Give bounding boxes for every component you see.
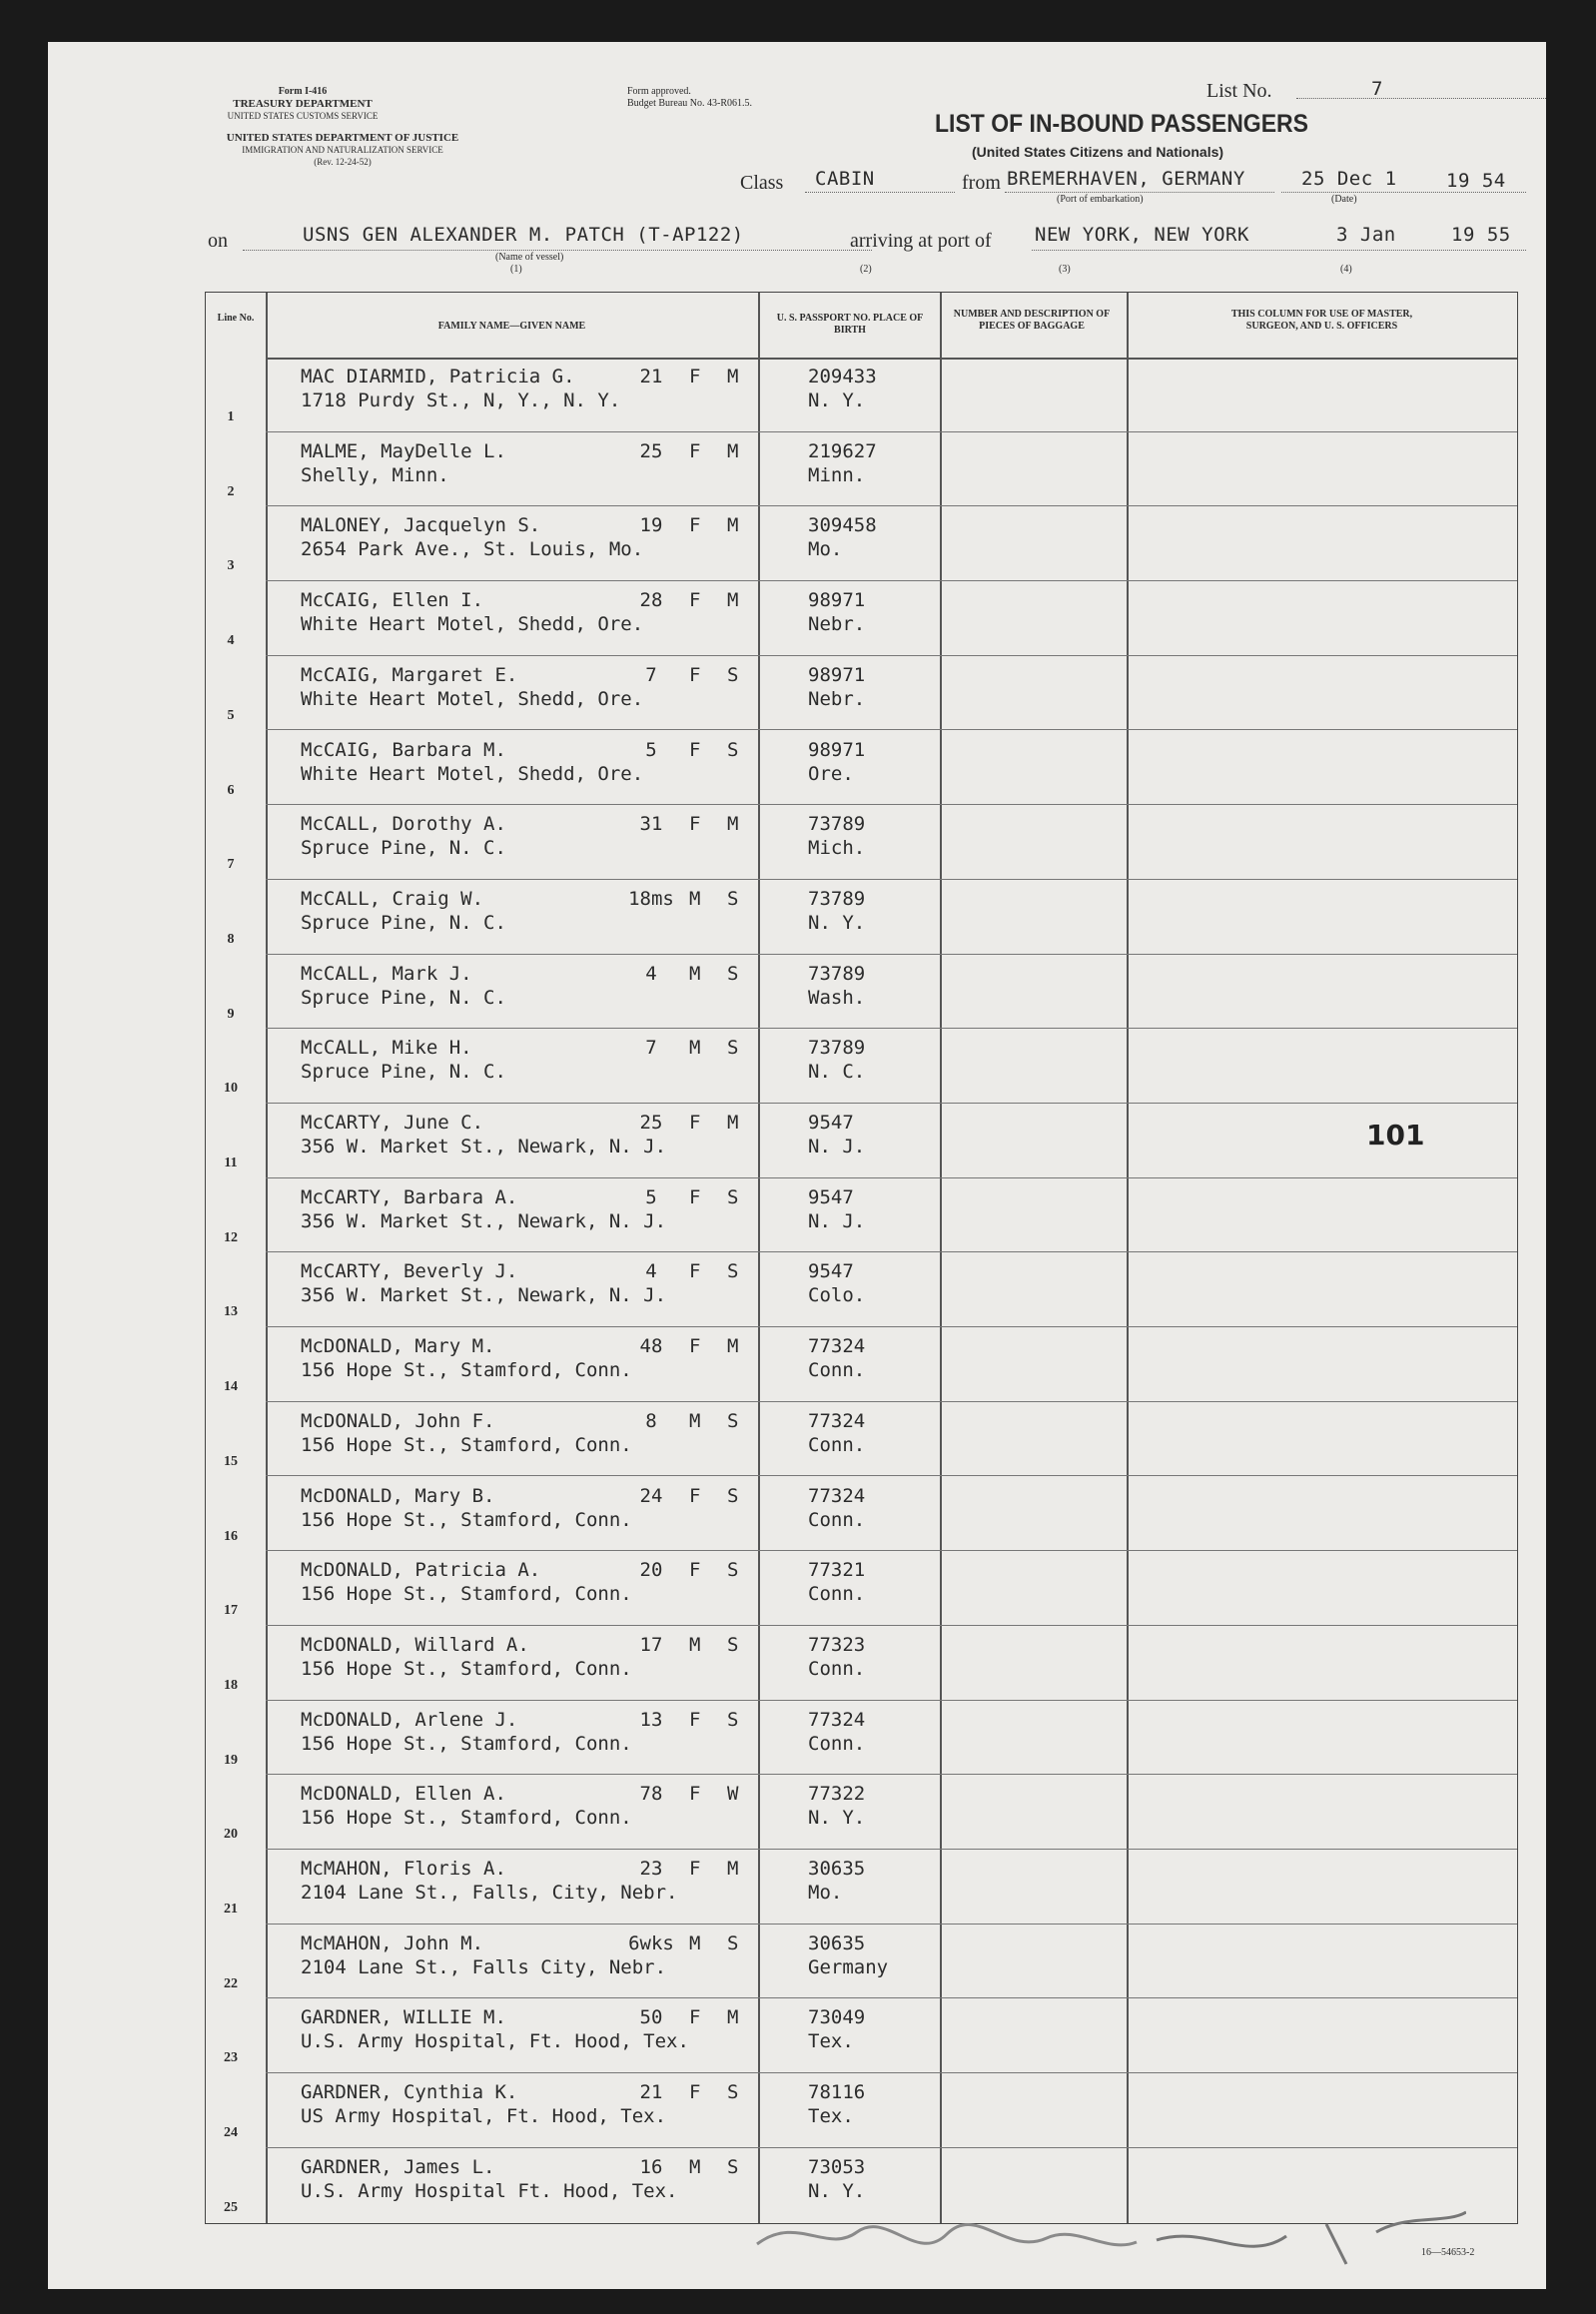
passenger-name: MALME, MayDelle L. bbox=[301, 439, 506, 462]
passenger-name: McCAIG, Ellen I. bbox=[301, 589, 484, 612]
line-number: 6 bbox=[227, 782, 235, 798]
passenger-name: McMAHON, John M. bbox=[301, 1931, 484, 1954]
arrival-date: 3 Jan bbox=[1336, 224, 1396, 246]
table-row bbox=[206, 1998, 1516, 2072]
marital-status: M bbox=[727, 1112, 739, 1134]
passport-number: 77324 bbox=[808, 1409, 866, 1432]
passenger-sex: F bbox=[689, 1858, 701, 1880]
passport-number: 77324 bbox=[808, 1708, 866, 1731]
place-of-birth: N. Y. bbox=[808, 1807, 866, 1830]
place-of-birth: Conn. bbox=[808, 1732, 866, 1755]
passenger-address: 1718 Purdy St., N, Y., N. Y. bbox=[301, 389, 621, 411]
place-of-birth: Mo. bbox=[808, 1882, 843, 1904]
passenger-age: 48 bbox=[639, 1335, 663, 1358]
place-of-birth: Tex. bbox=[808, 2030, 854, 2053]
passenger-name: McCAIG, Barbara M. bbox=[301, 738, 506, 761]
passenger-sex: F bbox=[689, 1260, 701, 1283]
list-no-value: 7 bbox=[1371, 78, 1383, 100]
table-row bbox=[206, 731, 1516, 805]
passenger-age: 25 bbox=[639, 439, 663, 462]
passenger-address: Spruce Pine, N. C. bbox=[301, 837, 506, 860]
marital-status: S bbox=[727, 1260, 739, 1283]
place-of-birth: N. Y. bbox=[808, 389, 866, 411]
passport-number: 73053 bbox=[808, 2155, 866, 2178]
passenger-name: McDONALD, Mary B. bbox=[301, 1484, 495, 1507]
date-caption: (Date) bbox=[1331, 194, 1357, 205]
passenger-name: McDONALD, Mary M. bbox=[301, 1335, 495, 1358]
ins-label: IMMIGRATION AND NATURALIZATION SERVICE bbox=[242, 145, 443, 155]
line-number: 16 bbox=[224, 1528, 238, 1544]
passenger-age: 21 bbox=[639, 2081, 663, 2104]
passenger-address: White Heart Motel, Shedd, Ore. bbox=[301, 613, 644, 636]
passenger-sex: F bbox=[689, 1708, 701, 1731]
signature-scribble bbox=[687, 2194, 1466, 2284]
passenger-sex: F bbox=[689, 366, 701, 387]
place-of-birth: Nebr. bbox=[808, 687, 866, 710]
justice-label: UNITED STATES DEPARTMENT OF JUSTICE bbox=[226, 132, 459, 144]
passenger-name: McDONALD, John F. bbox=[301, 1409, 495, 1432]
passenger-address: US Army Hospital, Ft. Hood, Tex. bbox=[301, 2105, 667, 2128]
rev-label: (Rev. 12-24-52) bbox=[314, 157, 372, 167]
table-row bbox=[206, 1402, 1516, 1476]
passport-number: 98971 bbox=[808, 738, 866, 761]
table-row bbox=[206, 1252, 1516, 1326]
line-number: 3 bbox=[227, 558, 235, 574]
passport-number: 30635 bbox=[808, 1858, 866, 1880]
passenger-address: White Heart Motel, Shedd, Ore. bbox=[301, 762, 644, 785]
passenger-age: 78 bbox=[639, 1783, 663, 1806]
passport-number: 77324 bbox=[808, 1484, 866, 1507]
marital-status: S bbox=[727, 1185, 739, 1208]
passenger-sex: M bbox=[689, 2155, 701, 2178]
agency-block bbox=[188, 86, 417, 122]
line-number: 10 bbox=[224, 1081, 238, 1097]
line-number: 2 bbox=[227, 483, 235, 499]
passport-number: 73789 bbox=[808, 1037, 866, 1060]
marital-status: M bbox=[727, 2006, 739, 2029]
passenger-sex: F bbox=[689, 1112, 701, 1134]
passenger-age: 16 bbox=[639, 2155, 663, 2178]
table-row bbox=[206, 1104, 1516, 1177]
from-value: BREMERHAVEN, GERMANY bbox=[1007, 168, 1245, 190]
place-of-birth: Minn. bbox=[808, 463, 866, 486]
approved-label: Form approved. bbox=[627, 86, 691, 97]
baggage-header: NUMBER AND DESCRIPTION OF PIECES OF BAGGAGE bbox=[953, 309, 1111, 332]
passenger-name: McCAIG, Margaret E. bbox=[301, 663, 518, 686]
arrival-line bbox=[1032, 250, 1526, 251]
passenger-sex: F bbox=[689, 439, 701, 462]
passenger-name: McCALL, Craig W. bbox=[301, 887, 484, 910]
form-number: Form I-416 bbox=[278, 86, 328, 97]
class-line bbox=[805, 192, 955, 193]
officers-header: THIS COLUMN FOR USE OF MASTER, SURGEON, AND U. S. OFFICERS bbox=[1230, 309, 1413, 332]
passenger-sex: M bbox=[689, 1409, 701, 1432]
passenger-sex: F bbox=[689, 663, 701, 686]
marital-status: S bbox=[727, 2081, 739, 2104]
passenger-address: White Heart Motel, Shedd, Ore. bbox=[301, 687, 644, 710]
line-number: 22 bbox=[224, 1975, 238, 1991]
line-number: 8 bbox=[227, 931, 235, 947]
line-no-header: Line No. bbox=[217, 313, 255, 324]
marital-status: S bbox=[727, 1633, 739, 1656]
passenger-name: McDONALD, Willard A. bbox=[301, 1633, 529, 1656]
place-of-birth: N. J. bbox=[808, 1209, 866, 1232]
passenger-name: McDONALD, Patricia A. bbox=[301, 1559, 541, 1582]
table-row bbox=[206, 1925, 1516, 1998]
line-number: 17 bbox=[224, 1603, 238, 1619]
line-number: 21 bbox=[224, 1902, 238, 1917]
line-number: 14 bbox=[224, 1379, 238, 1395]
list-no-line bbox=[1296, 98, 1546, 99]
approval-block bbox=[627, 86, 752, 110]
passenger-address: 156 Hope St., Stamford, Conn. bbox=[301, 1807, 632, 1830]
arrival-year: 19 55 bbox=[1451, 224, 1511, 246]
treasury-label: TREASURY DEPARTMENT bbox=[233, 98, 373, 110]
passenger-name: McDONALD, Ellen A. bbox=[301, 1783, 506, 1806]
passenger-name: McCALL, Dorothy A. bbox=[301, 813, 506, 836]
place-of-birth: Conn. bbox=[808, 1508, 866, 1531]
marital-status: S bbox=[727, 1559, 739, 1582]
passport-number: 73789 bbox=[808, 962, 866, 985]
place-of-birth: Conn. bbox=[808, 1359, 866, 1382]
passenger-sex: F bbox=[689, 589, 701, 612]
passenger-address: Spruce Pine, N. C. bbox=[301, 1061, 506, 1084]
marital-status: S bbox=[727, 663, 739, 686]
name-header: FAMILY NAME—GIVEN NAME bbox=[437, 321, 586, 332]
marital-status: M bbox=[727, 589, 739, 612]
passenger-address: 156 Hope St., Stamford, Conn. bbox=[301, 1657, 632, 1680]
passenger-address: Shelly, Minn. bbox=[301, 463, 449, 486]
passenger-age: 23 bbox=[639, 1858, 663, 1880]
passport-number: 9547 bbox=[808, 1260, 854, 1283]
table-row bbox=[206, 1626, 1516, 1700]
passenger-name: McCALL, Mark J. bbox=[301, 962, 472, 985]
passenger-age: 6wks bbox=[628, 1931, 674, 1954]
place-of-birth: Germany bbox=[808, 1955, 889, 1978]
table-row bbox=[206, 656, 1516, 730]
marital-status: M bbox=[727, 366, 739, 387]
vessel-line bbox=[243, 250, 872, 251]
marital-status: S bbox=[727, 1484, 739, 1507]
place-of-birth: Conn. bbox=[808, 1657, 866, 1680]
date-value: 25 Dec 1 bbox=[1301, 168, 1397, 190]
passport-number: 73789 bbox=[808, 887, 866, 910]
passenger-address: 356 W. Market St., Newark, N. J. bbox=[301, 1209, 667, 1232]
place-of-birth: N. J. bbox=[808, 1136, 866, 1157]
place-of-birth: N. Y. bbox=[808, 911, 866, 934]
passenger-age: 25 bbox=[639, 1112, 663, 1134]
passport-number: 78116 bbox=[808, 2081, 866, 2104]
line-number: 19 bbox=[224, 1752, 238, 1768]
table-row bbox=[206, 506, 1516, 580]
marital-status: M bbox=[727, 514, 739, 537]
passenger-sex: M bbox=[689, 1633, 701, 1656]
passport-number: 30635 bbox=[808, 1931, 866, 1954]
table-row bbox=[206, 358, 1516, 431]
passport-number: 219627 bbox=[808, 439, 877, 462]
passport-number: 9547 bbox=[808, 1185, 854, 1208]
date-year: 19 54 bbox=[1446, 170, 1506, 192]
on-label: on bbox=[208, 230, 228, 252]
line-number: 1 bbox=[227, 409, 235, 424]
line-number: 12 bbox=[224, 1229, 238, 1245]
passenger-name: GARDNER, James L. bbox=[301, 2155, 495, 2178]
passport-header: U. S. PASSPORT NO. PLACE OF BIRTH bbox=[776, 313, 924, 336]
passenger-address: 156 Hope St., Stamford, Conn. bbox=[301, 1433, 632, 1456]
passenger-age: 5 bbox=[645, 738, 657, 761]
passport-number: 77323 bbox=[808, 1633, 866, 1656]
budget-label: Budget Bureau No. 43-R061.5. bbox=[627, 98, 752, 109]
line-number: 11 bbox=[224, 1156, 238, 1170]
form-subtitle: (United States Citizens and Nationals) bbox=[972, 144, 1224, 160]
line-number: 24 bbox=[224, 2125, 238, 2141]
place-of-birth: Ore. bbox=[808, 762, 854, 785]
manifest-page bbox=[48, 42, 1546, 2289]
table-row bbox=[206, 1327, 1516, 1401]
passport-number: 98971 bbox=[808, 589, 866, 612]
passport-number: 77324 bbox=[808, 1335, 866, 1358]
table-row bbox=[206, 1477, 1516, 1551]
table-row bbox=[206, 1701, 1516, 1775]
passenger-name: MALONEY, Jacquelyn S. bbox=[301, 514, 541, 537]
passenger-name: McCARTY, June C. bbox=[301, 1112, 484, 1134]
col3-caption: (3) bbox=[1059, 264, 1071, 275]
passport-number: 98971 bbox=[808, 663, 866, 686]
class-value: CABIN bbox=[815, 168, 875, 190]
passenger-name: GARDNER, WILLIE M. bbox=[301, 2006, 506, 2029]
place-of-birth: Wash. bbox=[808, 986, 866, 1009]
passenger-sex: F bbox=[689, 1783, 701, 1806]
passenger-age: 24 bbox=[639, 1484, 663, 1507]
place-of-birth: Tex. bbox=[808, 2105, 854, 2128]
passenger-sex: F bbox=[689, 738, 701, 761]
passenger-sex: F bbox=[689, 1559, 701, 1582]
passenger-age: 31 bbox=[639, 813, 663, 836]
marital-status: M bbox=[727, 813, 739, 836]
passenger-address: 156 Hope St., Stamford, Conn. bbox=[301, 1583, 632, 1606]
officer-annotation: 101 bbox=[1366, 1119, 1425, 1152]
marital-status: S bbox=[727, 1931, 739, 1954]
passenger-table bbox=[205, 292, 1518, 2224]
passenger-address: 156 Hope St., Stamford, Conn. bbox=[301, 1359, 632, 1382]
line-number: 23 bbox=[224, 2050, 238, 2066]
date-line bbox=[1281, 192, 1526, 193]
passenger-sex: F bbox=[689, 813, 701, 836]
form-title: LIST OF IN-BOUND PASSENGERS bbox=[935, 110, 1308, 138]
passport-number: 77322 bbox=[808, 1783, 866, 1806]
passenger-sex: M bbox=[689, 1037, 701, 1060]
line-number: 4 bbox=[227, 633, 235, 649]
passenger-name: McMAHON, Floris A. bbox=[301, 1858, 506, 1880]
passenger-age: 7 bbox=[645, 663, 657, 686]
class-label: Class bbox=[740, 172, 784, 194]
col2-caption: (2) bbox=[860, 264, 872, 275]
passenger-address: 156 Hope St., Stamford, Conn. bbox=[301, 1732, 632, 1755]
col1-caption: (1) bbox=[510, 264, 522, 275]
line-number: 13 bbox=[224, 1304, 238, 1320]
table-row bbox=[206, 581, 1516, 655]
marital-status: S bbox=[727, 1409, 739, 1432]
place-of-birth: Conn. bbox=[808, 1433, 866, 1456]
marital-status: S bbox=[727, 887, 739, 910]
table-row bbox=[206, 1178, 1516, 1252]
passenger-sex: F bbox=[689, 2081, 701, 2104]
passenger-age: 18ms bbox=[628, 887, 674, 910]
table-row bbox=[206, 880, 1516, 954]
place-of-birth: Mich. bbox=[808, 837, 866, 860]
table-row bbox=[206, 1551, 1516, 1625]
passenger-age: 7 bbox=[645, 1037, 657, 1060]
passenger-address: 156 Hope St., Stamford, Conn. bbox=[301, 1508, 632, 1531]
vessel-value: USNS GEN ALEXANDER M. PATCH (T-AP122) bbox=[303, 224, 744, 246]
passenger-address: 2104 Lane St., Falls, City, Nebr. bbox=[301, 1882, 678, 1904]
passenger-address: 2654 Park Ave., St. Louis, Mo. bbox=[301, 538, 644, 561]
passenger-address: U.S. Army Hospital Ft. Hood, Tex. bbox=[301, 2179, 678, 2202]
marital-status: S bbox=[727, 2155, 739, 2178]
arriving-label: arriving at port of bbox=[850, 230, 992, 252]
marital-status: M bbox=[727, 1335, 739, 1358]
table-row bbox=[206, 432, 1516, 506]
arrival-port: NEW YORK, NEW YORK bbox=[1035, 224, 1249, 246]
passenger-age: 5 bbox=[645, 1185, 657, 1208]
from-line bbox=[1005, 192, 1274, 193]
passport-number: 77321 bbox=[808, 1559, 866, 1582]
passenger-name: McDONALD, Arlene J. bbox=[301, 1708, 518, 1731]
place-of-birth: Mo. bbox=[808, 538, 843, 561]
passenger-sex: F bbox=[689, 1484, 701, 1507]
passport-number: 309458 bbox=[808, 514, 877, 537]
passport-number: 73789 bbox=[808, 813, 866, 836]
passenger-age: 20 bbox=[639, 1559, 663, 1582]
table-row bbox=[206, 805, 1516, 879]
passenger-sex: M bbox=[689, 887, 701, 910]
marital-status: W bbox=[727, 1783, 739, 1806]
passenger-age: 4 bbox=[645, 1260, 657, 1283]
from-label: from bbox=[962, 172, 1001, 194]
line-number: 9 bbox=[227, 1006, 235, 1022]
passenger-address: 2104 Lane St., Falls City, Nebr. bbox=[301, 1955, 667, 1978]
place-of-birth: Conn. bbox=[808, 1583, 866, 1606]
marital-status: S bbox=[727, 738, 739, 761]
table-row bbox=[206, 955, 1516, 1029]
marital-status: S bbox=[727, 962, 739, 985]
line-number: 18 bbox=[224, 1677, 238, 1693]
place-of-birth: Nebr. bbox=[808, 613, 866, 636]
passenger-address: 356 W. Market St., Newark, N. J. bbox=[301, 1284, 667, 1307]
passport-number: 209433 bbox=[808, 366, 877, 387]
passport-number: 73049 bbox=[808, 2006, 866, 2029]
marital-status: S bbox=[727, 1708, 739, 1731]
marital-status: S bbox=[727, 1037, 739, 1060]
passenger-address: 356 W. Market St., Newark, N. J. bbox=[301, 1136, 667, 1157]
col4-caption: (4) bbox=[1340, 264, 1352, 275]
passenger-sex: F bbox=[689, 1335, 701, 1358]
table-row bbox=[206, 1029, 1516, 1103]
passenger-age: 17 bbox=[639, 1633, 663, 1656]
place-of-birth: Colo. bbox=[808, 1284, 866, 1307]
port-embark-caption: (Port of embarkation) bbox=[1057, 194, 1144, 205]
line-number: 20 bbox=[224, 1827, 238, 1843]
passenger-name: McCARTY, Beverly J. bbox=[301, 1260, 518, 1283]
passenger-address: Spruce Pine, N. C. bbox=[301, 986, 506, 1009]
passenger-sex: M bbox=[689, 1931, 701, 1954]
marital-status: M bbox=[727, 439, 739, 462]
line-number: 25 bbox=[224, 2199, 238, 2215]
passenger-name: McCALL, Mike H. bbox=[301, 1037, 472, 1060]
passenger-age: 4 bbox=[645, 962, 657, 985]
passenger-address: Spruce Pine, N. C. bbox=[301, 911, 506, 934]
passenger-age: 8 bbox=[645, 1409, 657, 1432]
passenger-age: 28 bbox=[639, 589, 663, 612]
passenger-address: U.S. Army Hospital, Ft. Hood, Tex. bbox=[301, 2030, 689, 2053]
customs-label: UNITED STATES CUSTOMS SERVICE bbox=[227, 111, 379, 121]
footer-code: 16—54653-2 bbox=[1421, 2247, 1475, 2258]
passenger-age: 50 bbox=[639, 2006, 663, 2029]
passenger-sex: F bbox=[689, 2006, 701, 2029]
passenger-name: MAC DIARMID, Patricia G. bbox=[301, 366, 575, 387]
passenger-name: McCARTY, Barbara A. bbox=[301, 1185, 518, 1208]
passenger-age: 19 bbox=[639, 514, 663, 537]
passport-number: 9547 bbox=[808, 1112, 854, 1134]
vessel-caption: (Name of vessel) bbox=[495, 252, 564, 263]
line-number: 7 bbox=[227, 857, 235, 873]
table-row bbox=[206, 2073, 1516, 2147]
passenger-name: GARDNER, Cynthia K. bbox=[301, 2081, 518, 2104]
passenger-sex: F bbox=[689, 514, 701, 537]
passenger-sex: F bbox=[689, 1185, 701, 1208]
justice-block bbox=[203, 132, 482, 168]
table-row bbox=[206, 1850, 1516, 1924]
place-of-birth: N. Y. bbox=[808, 2179, 866, 2202]
marital-status: M bbox=[727, 1858, 739, 1880]
passenger-age: 21 bbox=[639, 366, 663, 387]
passenger-sex: M bbox=[689, 962, 701, 985]
line-number: 5 bbox=[227, 707, 235, 723]
passenger-age: 13 bbox=[639, 1708, 663, 1731]
list-no-label: List No. bbox=[1206, 80, 1272, 102]
table-row bbox=[206, 1775, 1516, 1849]
place-of-birth: N. C. bbox=[808, 1061, 866, 1084]
line-number: 15 bbox=[224, 1453, 238, 1469]
